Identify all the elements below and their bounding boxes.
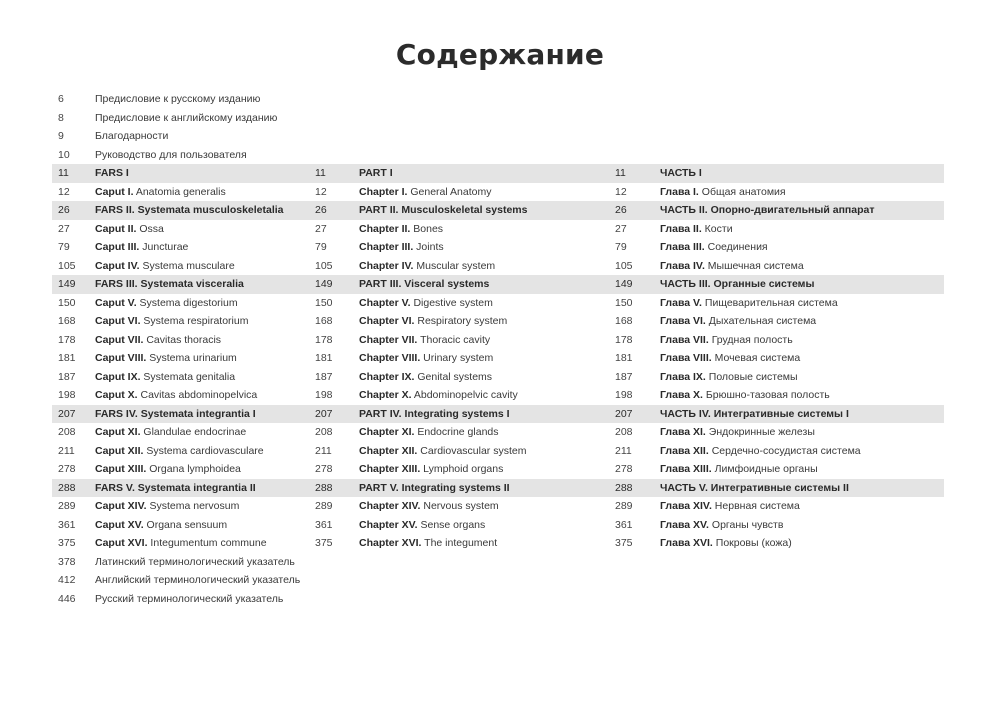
toc-part-row[interactable]	[52, 479, 944, 498]
page-number-ru: 12	[615, 185, 627, 198]
entry-title-en	[359, 201, 609, 220]
page-number-ru: 105	[615, 259, 633, 272]
entry-text-ru: Кости	[701, 222, 733, 235]
entry-title-la	[95, 460, 305, 479]
entry-text-la: Systemata integrantia I	[137, 407, 256, 420]
entry-text-la: Systema cardiovasculare	[143, 444, 264, 457]
page-number-ru: 361	[615, 518, 633, 531]
page-number-ru: 278	[615, 463, 633, 475]
entry-label-ru: Глава XVI.	[660, 537, 713, 549]
entry-label-en: PART II.	[359, 204, 399, 216]
entry-label-la: Caput VIII.	[95, 352, 147, 364]
entry-title-ru	[660, 312, 940, 331]
entry-label-en: PART IV.	[359, 407, 402, 420]
entry-label-la: Caput I.	[95, 185, 134, 198]
page-number-la: 27	[58, 222, 70, 235]
entry-title-en	[359, 312, 609, 331]
entry-title-en	[359, 294, 609, 313]
entry-label-ru: Глава I.	[660, 185, 699, 198]
entry-title: Благодарности	[95, 130, 169, 142]
page-number-la: 181	[58, 352, 76, 364]
entry-text-la: Systemata visceralia	[137, 278, 244, 290]
toc-chapter-row[interactable]	[52, 183, 944, 202]
entry-text-la: Anatomia generalis	[133, 185, 226, 198]
entry-label-ru: Глава III.	[660, 241, 705, 253]
entry-title-en	[359, 460, 609, 479]
entry-label-en: Chapter III.	[359, 241, 414, 253]
toc-chapter-row[interactable]	[52, 460, 944, 479]
toc-chapter-row[interactable]	[52, 423, 944, 442]
entry-text-en: Joints	[413, 241, 444, 253]
page-number-en: 150	[315, 296, 333, 309]
entry-text-en: Muscular system	[413, 259, 496, 272]
entry-label-en: Chapter XV.	[359, 518, 418, 531]
entry-title-la	[95, 479, 305, 498]
toc-chapter-row[interactable]	[52, 331, 944, 350]
entry-title-ru	[660, 275, 940, 294]
entry-label-la: FARS IV.	[95, 407, 138, 420]
entry-title-en	[359, 331, 609, 350]
entry-text-la: Glandulae endocrinae	[140, 426, 247, 438]
entry-title-la	[95, 534, 305, 553]
toc-front-matter-row[interactable]	[52, 146, 944, 165]
entry-text-la: Systema digestorium	[136, 296, 238, 309]
page-number-ru: 288	[615, 481, 633, 494]
page-title: Содержание	[395, 38, 605, 71]
entry-label-en: Chapter XIII.	[359, 463, 421, 475]
page-number-la: 11	[58, 167, 69, 179]
page-number-ru: 181	[615, 352, 633, 364]
entry-label-la: Caput IV.	[95, 259, 140, 272]
entry-title-la	[95, 220, 305, 239]
entry-label-la: FARS V.	[95, 481, 135, 494]
page-number-la: 12	[58, 185, 70, 198]
entry-label-ru: Глава X.	[660, 389, 703, 401]
entry-label-ru: Глава V.	[660, 296, 702, 309]
entry-label-ru: Глава IV.	[660, 259, 705, 272]
entry-label-en: Chapter XII.	[359, 444, 418, 457]
entry-label-la: Caput X.	[95, 389, 138, 401]
entry-title-ru	[660, 534, 940, 553]
entry-label-ru: Глава XV.	[660, 518, 709, 531]
entry-title-la	[95, 442, 305, 461]
entry-text-en: Digestive system	[410, 296, 493, 309]
entry-label-la: Caput XIV.	[95, 500, 147, 512]
entry-label-ru: Глава VIII.	[660, 352, 712, 364]
page-number-en: 198	[315, 389, 333, 401]
toc-chapter-row[interactable]	[52, 442, 944, 461]
entry-title-en	[359, 238, 609, 257]
page-number-la: 198	[58, 389, 76, 401]
entry-text-en: Sense organs	[417, 518, 486, 531]
page-number-en: 207	[315, 407, 333, 420]
page-number-ru: 26	[615, 204, 627, 216]
entry-title-ru	[660, 460, 940, 479]
toc-chapter-row[interactable]	[52, 312, 944, 331]
entry-text-en: Thoracic cavity	[417, 333, 491, 346]
entry-text-la: Organa sensuum	[143, 518, 228, 531]
entry-label-en: Chapter IX.	[359, 370, 415, 383]
entry-text-la: Integumentum commune	[147, 537, 267, 549]
page-number-ru: 27	[615, 222, 627, 235]
entry-text-en: The integument	[421, 537, 498, 549]
page-number-la: 278	[58, 463, 76, 475]
entry-title-en	[359, 349, 609, 368]
entry-label-en: Chapter XIV.	[359, 500, 421, 512]
entry-title: Русский терминологический указатель	[95, 592, 284, 605]
page-number-ru: 208	[615, 426, 633, 438]
entry-label-en: PART V.	[359, 481, 399, 494]
entry-text-la: Systemata musculoskeletalia	[134, 204, 284, 216]
page-number-la: 288	[58, 481, 76, 494]
page-number-en: 12	[315, 185, 327, 198]
entry-label-ru: Глава XIII.	[660, 463, 712, 475]
entry-title-ru	[660, 497, 940, 516]
entry-title: Предисловие к английскому изданию	[95, 111, 278, 124]
toc-chapter-row[interactable]	[52, 497, 944, 516]
entry-label-ru: Глава XII.	[660, 444, 709, 457]
page-number: 9	[58, 130, 64, 142]
entry-label-en: PART III.	[359, 278, 402, 290]
page-number-en: 178	[315, 333, 333, 346]
entry-title-ru	[660, 257, 940, 276]
entry-label-la: FARS III.	[95, 278, 138, 290]
entry-title-ru	[660, 442, 940, 461]
toc-chapter-row[interactable]	[52, 294, 944, 313]
entry-text-en: Integrating systems I	[401, 407, 510, 420]
page-number-en: 79	[315, 241, 327, 253]
toc-chapter-row[interactable]	[52, 238, 944, 257]
page-number-la: 150	[58, 296, 76, 309]
entry-label-la: Caput XV.	[95, 518, 144, 531]
toc-front-matter-row[interactable]	[52, 127, 944, 146]
entry-label-en: Chapter VI.	[359, 315, 415, 327]
toc-front-matter-row[interactable]	[52, 109, 944, 128]
entry-title-la	[95, 183, 305, 202]
entry-title-ru	[660, 368, 940, 387]
entry-text-ru: Покровы (кожа)	[712, 537, 792, 549]
entry-text-ru: Интегративные системы I	[710, 407, 849, 420]
page-number-en: 278	[315, 463, 333, 475]
entry-text-ru: Брюшно-тазовая полость	[702, 389, 830, 401]
entry-text-en: Visceral systems	[401, 278, 490, 290]
entry-text-ru: Органы чувств	[708, 518, 784, 531]
entry-title-la	[95, 238, 305, 257]
entry-title-ru	[660, 405, 940, 424]
entry-title-en	[359, 534, 609, 553]
entry-label-la: Caput XVI.	[95, 537, 148, 549]
page-number-la: 26	[58, 204, 70, 216]
toc-chapter-row[interactable]	[52, 368, 944, 387]
entry-label-ru: Глава XIV.	[660, 500, 712, 512]
page-number-en: 208	[315, 426, 333, 438]
entry-text-ru: Половые системы	[705, 370, 798, 383]
entry-title-la	[95, 516, 305, 535]
page-number-en: 288	[315, 481, 333, 494]
page-number-la: 211	[58, 444, 75, 457]
entry-text-ru: Мышечная система	[704, 259, 804, 272]
entry-title-la	[95, 497, 305, 516]
entry-title-la	[95, 312, 305, 331]
entry-title-ru	[660, 516, 940, 535]
page-number-ru: 207	[615, 407, 633, 420]
entry-label-la: FARS I	[95, 167, 129, 179]
page-number-la: 289	[58, 500, 76, 512]
entry-label-la: Caput XIII.	[95, 463, 147, 475]
entry-label-la: Caput XII.	[95, 444, 144, 457]
toc-front-matter-row[interactable]	[52, 571, 944, 590]
entry-text-en: Lymphoid organs	[420, 463, 504, 475]
entry-label-la: Caput II.	[95, 222, 137, 235]
entry-text-en: Bones	[410, 222, 444, 235]
entry-title-ru	[660, 183, 940, 202]
entry-title-en	[359, 183, 609, 202]
page-number-ru: 149	[615, 278, 633, 290]
entry-title-ru	[660, 331, 940, 350]
page-number: 412	[58, 574, 76, 586]
entry-title-en	[359, 164, 609, 183]
entry-text-ru: Эндокринные железы	[705, 426, 815, 438]
entry-label-en: PART I	[359, 167, 393, 179]
page-number-en: 181	[315, 352, 333, 364]
page-number-la: 79	[58, 241, 70, 253]
page-number-ru: 150	[615, 296, 633, 309]
entry-title-en	[359, 442, 609, 461]
entry-text-ru: Дыхательная система	[705, 315, 817, 327]
page-number-en: 105	[315, 259, 333, 272]
entry-label-en: Chapter X.	[359, 389, 412, 401]
page-number-en: 187	[315, 370, 333, 383]
entry-title-ru	[660, 201, 940, 220]
entry-title-ru	[660, 294, 940, 313]
page-number-ru: 211	[615, 444, 632, 457]
entry-text-en: Abdominopelvic cavity	[411, 389, 518, 401]
page-number-la: 178	[58, 333, 76, 346]
entry-text-la: Systema respiratorium	[140, 315, 249, 327]
toc-chapter-row[interactable]	[52, 349, 944, 368]
page-number-ru: 79	[615, 241, 627, 253]
entry-text-ru: Нервная система	[711, 500, 800, 512]
entry-text-la: Organa lymphoidea	[146, 463, 241, 475]
entry-title-en	[359, 479, 609, 498]
entry-title-ru	[660, 423, 940, 442]
entry-text-la: Systema musculare	[139, 259, 235, 272]
entry-title-la	[95, 368, 305, 387]
page-number-en: 27	[315, 222, 327, 235]
page-number-en: 11	[315, 167, 326, 179]
entry-title-en	[359, 220, 609, 239]
entry-label-ru: Глава II.	[660, 222, 702, 235]
entry-text-la: Systemata genitalia	[140, 370, 236, 383]
entry-text-en: Endocrine glands	[414, 426, 499, 438]
entry-title-en	[359, 497, 609, 516]
entry-label-la: Caput VII.	[95, 333, 144, 346]
toc-part-row[interactable]	[52, 164, 944, 183]
page-number-la: 361	[58, 518, 76, 531]
entry-title-en	[359, 386, 609, 405]
entry-title-la	[95, 201, 305, 220]
page-number-en: 26	[315, 204, 327, 216]
entry-title-la	[95, 294, 305, 313]
entry-title-ru	[660, 220, 940, 239]
entry-title-ru	[660, 479, 940, 498]
entry-label-la: Caput IX.	[95, 370, 141, 383]
entry-label-en: Chapter V.	[359, 296, 411, 309]
page-number-en: 375	[315, 537, 333, 549]
entry-label-en: Chapter II.	[359, 222, 411, 235]
page-number: 378	[58, 555, 76, 568]
entry-title-en	[359, 257, 609, 276]
entry-text-en: Nervous system	[420, 500, 499, 512]
entry-text-ru: Опорно-двигательный аппарат	[707, 204, 875, 216]
page-number-la: 187	[58, 370, 76, 383]
entry-title-la	[95, 349, 305, 368]
entry-label-en: Chapter VIII.	[359, 352, 421, 364]
entry-text-en: Integrating systems II	[398, 481, 510, 494]
entry-label-ru: ЧАСТЬ II.	[660, 204, 708, 216]
page-number-la: 375	[58, 537, 76, 549]
toc-front-matter-row[interactable]	[52, 90, 944, 109]
toc-chapter-row[interactable]	[52, 534, 944, 553]
entry-text-ru: Мочевая система	[711, 352, 801, 364]
entry-text-ru: Общая анатомия	[698, 185, 786, 198]
toc-chapter-row[interactable]	[52, 386, 944, 405]
entry-text-ru: Пищеварительная система	[701, 296, 838, 309]
page-number-en: 149	[315, 278, 333, 290]
entry-title-ru	[660, 349, 940, 368]
entry-label-en: Chapter XI.	[359, 426, 415, 438]
entry-text-ru: Сердечно-сосудистая система	[708, 444, 861, 457]
entry-text-la: Ossa	[136, 222, 164, 235]
entry-text-en: Genital systems	[414, 370, 493, 383]
page-number-ru: 198	[615, 389, 633, 401]
page-number-en: 211	[315, 444, 332, 457]
entry-text-ru: Соединения	[704, 241, 768, 253]
entry-title-la	[95, 331, 305, 350]
entry-title: Предисловие к русскому изданию	[95, 93, 261, 105]
entry-label-ru: Глава VII.	[660, 333, 709, 346]
entry-label-ru: ЧАСТЬ III.	[660, 278, 711, 290]
entry-label-ru: ЧАСТЬ IV.	[660, 407, 711, 420]
page-number-en: 168	[315, 315, 333, 327]
entry-title-la	[95, 423, 305, 442]
entry-text-ru: Органные системы	[710, 278, 815, 290]
entry-label-la: Caput VI.	[95, 315, 141, 327]
page-number-ru: 289	[615, 500, 633, 512]
entry-title-ru	[660, 238, 940, 257]
toc-chapter-row[interactable]	[52, 516, 944, 535]
toc-part-row[interactable]	[52, 405, 944, 424]
entry-label-ru: ЧАСТЬ I	[660, 167, 702, 179]
entry-label-ru: Глава IX.	[660, 370, 706, 383]
entry-title-la	[95, 275, 305, 294]
entry-label-en: Chapter IV.	[359, 259, 414, 272]
page-number-en: 361	[315, 518, 333, 531]
entry-text-la: Cavitas thoracis	[143, 333, 222, 346]
page-number-la: 149	[58, 278, 76, 290]
entry-label-ru: Глава XI.	[660, 426, 706, 438]
entry-title-en	[359, 405, 609, 424]
entry-text-la: Systema urinarium	[146, 352, 237, 364]
toc-front-matter-row[interactable]	[52, 553, 944, 572]
entry-text-en: General Anatomy	[407, 185, 492, 198]
entry-title-ru	[660, 164, 940, 183]
entry-label-la: FARS II.	[95, 204, 135, 216]
entry-title-en	[359, 516, 609, 535]
entry-label-ru: ЧАСТЬ V.	[660, 481, 708, 494]
entry-label-en: Chapter XVI.	[359, 537, 422, 549]
page-number-la: 105	[58, 259, 76, 272]
entry-label-la: Caput III.	[95, 241, 140, 253]
entry-text-la: Juncturae	[139, 241, 189, 253]
toc-front-matter-row[interactable]	[52, 590, 944, 609]
entry-title-la	[95, 164, 305, 183]
entry-label-ru: Глава VI.	[660, 315, 706, 327]
entry-text-en: Cardiovascular system	[417, 444, 527, 457]
toc-part-row[interactable]	[52, 201, 944, 220]
entry-title-ru	[660, 386, 940, 405]
entry-title-en	[359, 423, 609, 442]
entry-title: Английский терминологический указатель	[95, 574, 301, 586]
entry-label-en: Chapter I.	[359, 185, 408, 198]
entry-label-en: Chapter VII.	[359, 333, 418, 346]
page-number: 446	[58, 592, 76, 605]
entry-text-ru: Интегративные системы II	[707, 481, 849, 494]
entry-text-la: Systema nervosum	[146, 500, 240, 512]
entry-label-la: Caput XI.	[95, 426, 141, 438]
toc-part-row[interactable]	[52, 275, 944, 294]
entry-text-la: Systemata integrantia II	[134, 481, 256, 494]
entry-title-la	[95, 405, 305, 424]
entry-title-la	[95, 386, 305, 405]
toc-chapter-row[interactable]	[52, 220, 944, 239]
entry-text-en: Urinary system	[420, 352, 494, 364]
entry-title-la	[95, 257, 305, 276]
entry-title: Латинский терминологический указатель	[95, 555, 295, 568]
page-number-ru: 178	[615, 333, 633, 346]
entry-text-la: Cavitas abdominopelvica	[137, 389, 258, 401]
entry-text-en: Musculoskeletal systems	[398, 204, 528, 216]
page-number-ru: 168	[615, 315, 633, 327]
table-of-contents	[52, 90, 944, 608]
entry-title-en	[359, 275, 609, 294]
entry-text-en: Respiratory system	[414, 315, 508, 327]
entry-title-en	[359, 368, 609, 387]
entry-text-ru: Грудная полость	[708, 333, 793, 346]
page-number-en: 289	[315, 500, 333, 512]
page-number-ru: 375	[615, 537, 633, 549]
page-number-ru: 187	[615, 370, 633, 383]
page-number-la: 168	[58, 315, 76, 327]
toc-chapter-row[interactable]	[52, 257, 944, 276]
entry-label-la: Caput V.	[95, 296, 137, 309]
page-number: 8	[58, 111, 64, 124]
page-number-la: 208	[58, 426, 76, 438]
page-number-ru: 11	[615, 167, 626, 179]
entry-title: Руководство для пользователя	[95, 148, 247, 161]
entry-text-ru: Лимфоидные органы	[711, 463, 818, 475]
page-number-la: 207	[58, 407, 76, 420]
page-number: 10	[58, 148, 70, 161]
page-number: 6	[58, 93, 64, 105]
